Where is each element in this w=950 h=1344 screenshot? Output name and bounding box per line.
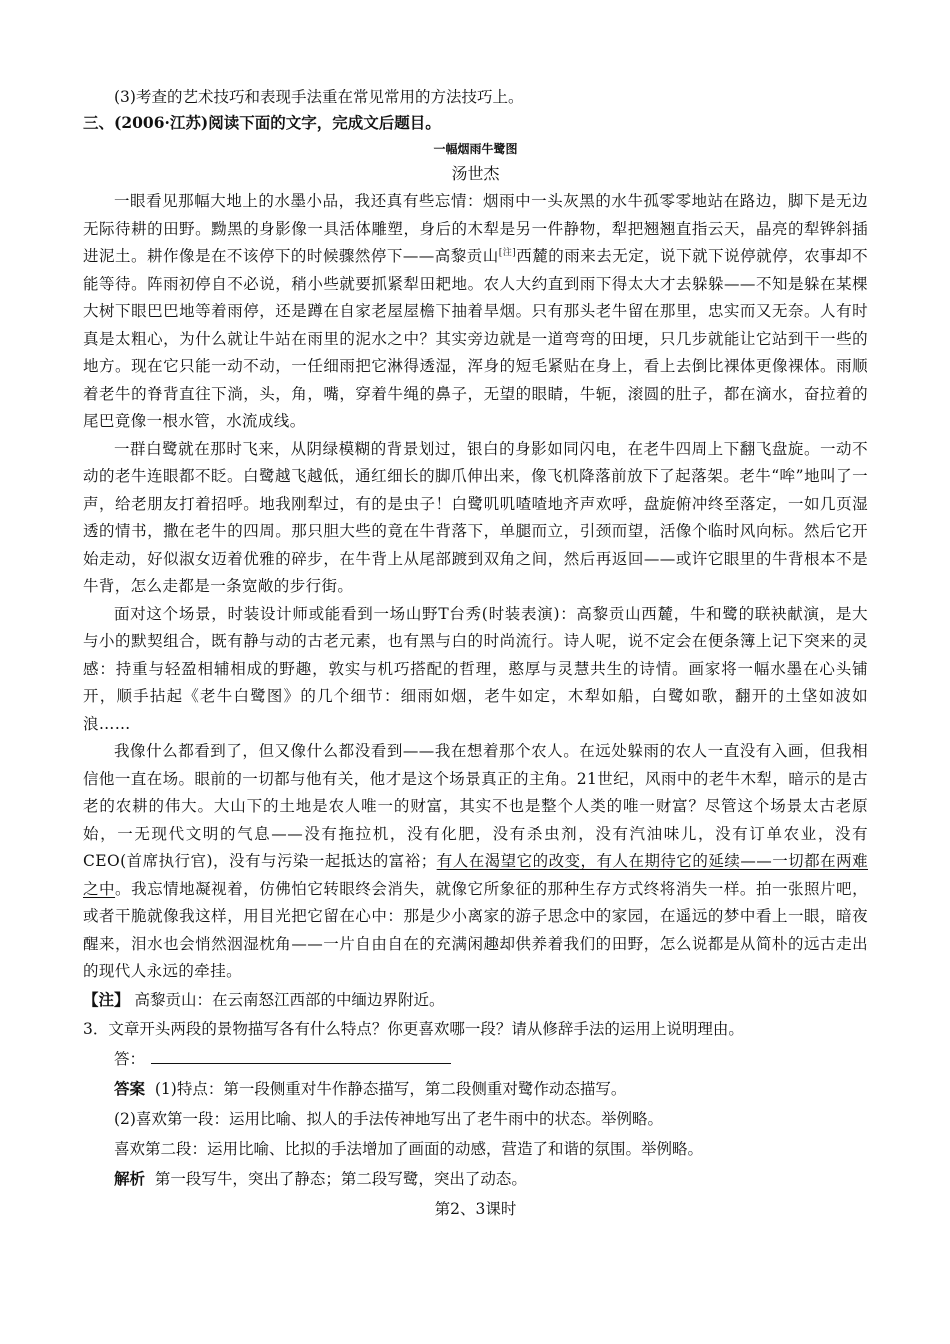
answer-prompt: 答： (114, 1049, 146, 1068)
footnote-text: 高黎贡山：在云南怒江西部的中缅边界附近。 (134, 990, 445, 1009)
paragraph-1-text-b: 西麓的雨来去无定，说下就下说停就停，农事却不能等待。阵雨初停自不必说，稍小些就要抓紧犁田耙地。农人大约直到雨下得太大才去躲躲——不知是躲在某棵大树下眼巴巴地等着雨停，还是蹲在自家老屋屋檐下抽着旱烟。只有那头老牛留在那里，忠实而又无奈。人有时真是太粗心，为什么就让牛站在雨里的泥水之中？其实旁边就是一道弯弯的田埂，只几步就能让它站到干一些的地方。现在它只能一动不动，一任细雨把它淋得透湿，浑身的短毛紧贴在身上，看上去倒比裸体更像裸体。雨顺着老牛的脊背直往下淌，头，角，嘴，穿着牛绳的鼻子，无望的眼睛，牛轭，滚圆的肚子，都在滴水，奋拉着的尾巴竟像一根水管，水流成线。 (83, 247, 868, 430)
question-3 (83, 1014, 868, 1044)
exam-point-3: (3)考查的艺术技巧和表现手法重在常见常用的方法技巧上。 (114, 88, 524, 106)
underlined-sentence: 有人在渴望它的改变，有人在期待它的延续——一切都在两难之中 (83, 852, 868, 898)
section-heading (83, 110, 868, 136)
paragraph-4-text-a: 我像什么都看到了，但又像什么都没看到——我在想着那个农人。在远处躲雨的农人一直没有入画，但我相信他一直在场。眼前的一切都与他有关，他才是这个场景真正的主角。21世纪，风雨中的老牛木犁，暗示的是古老的农耕的伟大。大山下的土地是农人唯一的财富，其实不也是整个人类的唯一财富？尽管这个场景太古老原始，一无现代文明的气息——没有拖拉机，没有化肥，没有杀虫剂，没有汽油味儿，没有订单农业，没有CEO(首席执行官)，没有与污染一起抵达的富裕； (83, 742, 868, 870)
section-instruction: )阅读下面的文字，完成文后题目。 (200, 113, 441, 132)
article-paragraph-3: 面对这个场景，时装设计师或能看到一场山野T台秀(时装表演)：高黎贡山西麓，牛和鹭的联袂献演，是大与小的默契组合，既有静与动的古老元素，也有黑与白的时尚流行。诗人呢，说不定会在便条簿上记下突来的灵感：持重与轻盈相辅相成的野趣，敦实与机巧搭配的哲理，憨厚与灵慧共生的诗情。画家将一幅水墨在心头铺开，顺手拈起《老牛白鹭图》的几个细节：细雨如烟，老牛如定，木犁如船，白鹭如歌，翻开的土垡如波如浪…… (83, 604, 868, 733)
section-source: 江苏 (169, 113, 201, 132)
article-paragraph-4 (83, 738, 868, 986)
footnote-marker: [注] (498, 247, 517, 258)
paragraph-4-text-b: 。我忘情地凝视着，仿佛怕它转眼终会消失，就像它所象征的那种生存方式终将消失一样。拍一张照片吧，或者干脆就像我这样，用目光把它留在心中：那是少小离家的游子思念中的家园，在遥远的梦中看上一眼，暗夜醒来，泪水也会悄然洇湿枕角——一片自由自在的充满闲趣却供养着我们的田野，怎么说都是从简朴的远古走出的现代人永远的牵挂。 (83, 879, 868, 980)
answer-label: 答案 (114, 1078, 146, 1098)
page-footer: 第2、3课时 (434, 1199, 517, 1218)
article-author: 汤世杰 (451, 164, 500, 183)
answer-blank[interactable] (151, 1049, 451, 1064)
article-paragraph-2: 一群白鹭就在那时飞来，从阴绿模糊的背景划过，银白的身影如同闪电，在老牛四周上下翻飞盘旋。一动不动的老牛连眼都不眨。白鹭越飞越低，通红细长的脚爪伸出来，像飞机降落前放下了起落架。老牛“哞”地叫了一声，给老朋友打着招呼。地我刚犁过，有的是虫子！白鹭叽叽喳喳地齐声欢呼，盘旋俯冲终至落定，一如几页湿透的情书，撒在老牛的四周。那只胆大些的竟在牛背落下，单腿而立，引颈而望，活像个临时风向标。然后它开始走动，好似淑女迈着优雅的碎步，在牛背上从尾部踱到双角之间，然后再返回——或许它眼里的牛背根本不是牛背，怎么走都是一条宽敞的步行街。 (83, 439, 868, 595)
document-page (83, 84, 868, 1222)
analysis-label: 解析 (114, 1168, 146, 1188)
answer-1 (83, 1074, 868, 1104)
section-prefix: 三、(2006· (83, 113, 170, 132)
analysis (83, 1164, 868, 1194)
question-text: 文章开头两段的景物描写各有什么特点？你更喜欢哪一段？请从修辞手法的运用上说明理由。 (108, 1019, 744, 1038)
article-paragraph-1 (83, 188, 868, 436)
answer-line-1: (1)特点：第一段侧重对牛作静态描写，第二段侧重对鹭作动态描写。 (154, 1079, 627, 1098)
footnote (83, 986, 868, 1014)
answer-2: (2)喜欢第一段：运用比喻、拟人的手法传神地写出了老牛雨中的状态。举例略。 (114, 1109, 663, 1128)
answer-3: 喜欢第二段：运用比喻、比拟的手法增加了画面的动感，营造了和谐的氛围。举例略。 (114, 1139, 704, 1158)
paragraph-1-text-a: 一眼看见那幅大地上的水墨小品，我还真有些忘情：烟雨中一头灰黑的水牛孤零零地站在路边，脚下是无边无际待耕的田野。黝黑的身影像一具活体雕塑，身后的木犁是另一件静物，犁把翘翘直指云天，晶亮的犁铧斜插进泥土。耕作像是在不该停下的时候骤然停下——高黎贡山 (83, 192, 868, 265)
footnote-label: 【注】 (83, 989, 130, 1009)
answer-line (83, 1044, 868, 1074)
article-title: 一幅烟雨牛鹭图 (433, 142, 518, 156)
analysis-text: 第一段写牛，突出了静态；第二段写鹭，突出了动态。 (154, 1169, 527, 1188)
question-number: 3． (83, 1019, 109, 1038)
